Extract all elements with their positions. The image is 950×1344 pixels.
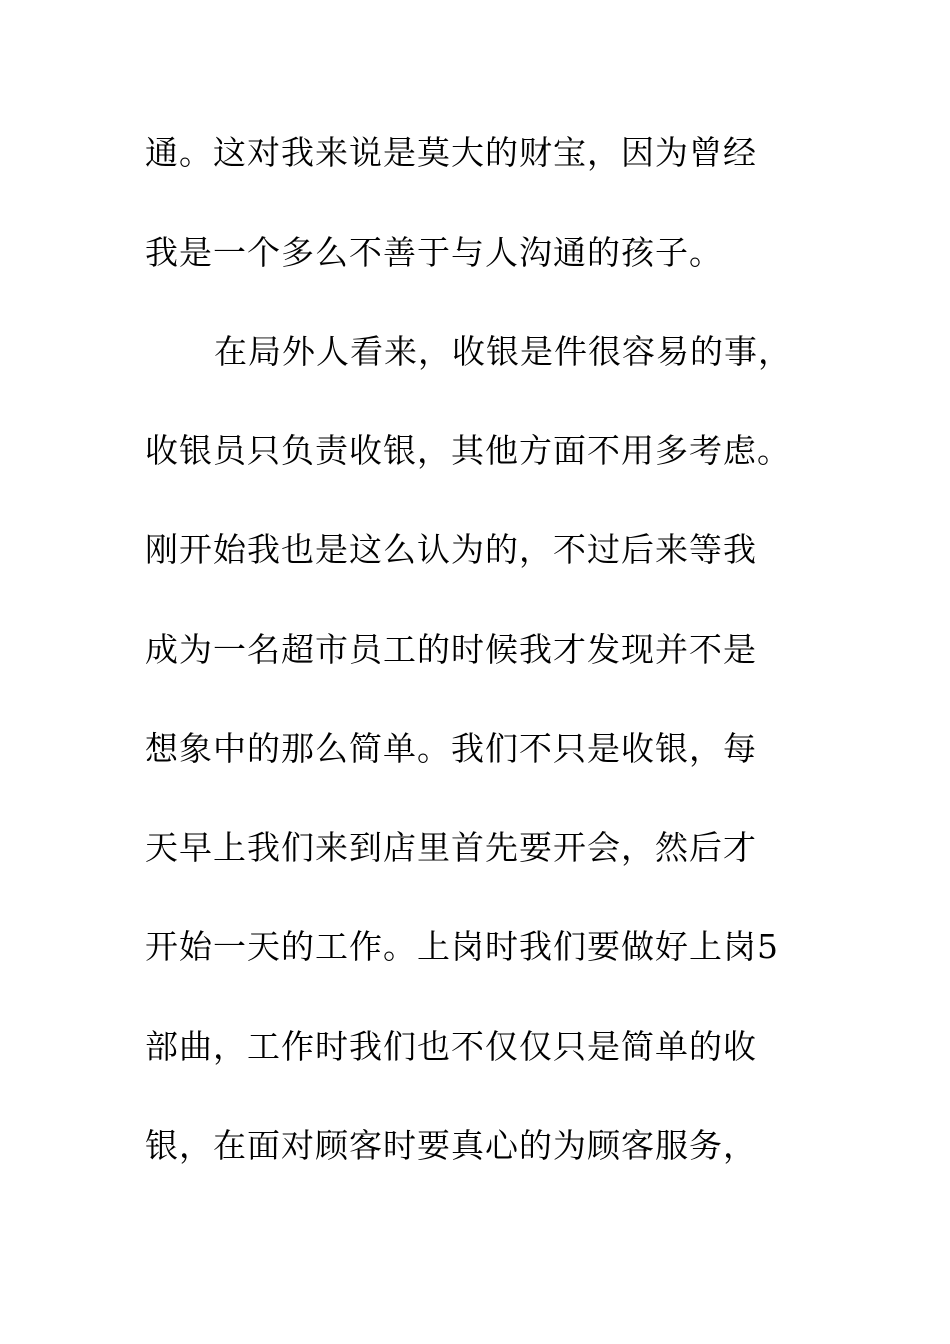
text-line: 天早上我们来到店里首先要开会，然后才 — [145, 828, 757, 867]
text-line: 想象中的那么简单。我们不只是收银，每 — [145, 729, 757, 768]
text-line: 我是一个多么不善于与人沟通的孩子。 — [145, 233, 723, 272]
text-line: 成为一名超市员工的时候我才发现并不是 — [145, 630, 757, 669]
text-line: 刚开始我也是这么认为的，不过后来等我 — [145, 530, 757, 569]
text-line: 银，在面对顾客时要真心的为顾客服务， — [145, 1126, 757, 1165]
text-line: 收银员只负责收银，其他方面不用多考虑。 — [145, 431, 791, 470]
text-line: 通。这对我来说是莫大的财宝，因为曾经 — [145, 133, 757, 172]
paragraph-first-line: 在局外人看来，收银是件很容易的事， — [214, 332, 792, 371]
text-line: 开始一天的工作。上岗时我们要做好上岗5 — [145, 927, 779, 966]
text-line: 部曲，工作时我们也不仅仅只是简单的收 — [145, 1027, 757, 1066]
